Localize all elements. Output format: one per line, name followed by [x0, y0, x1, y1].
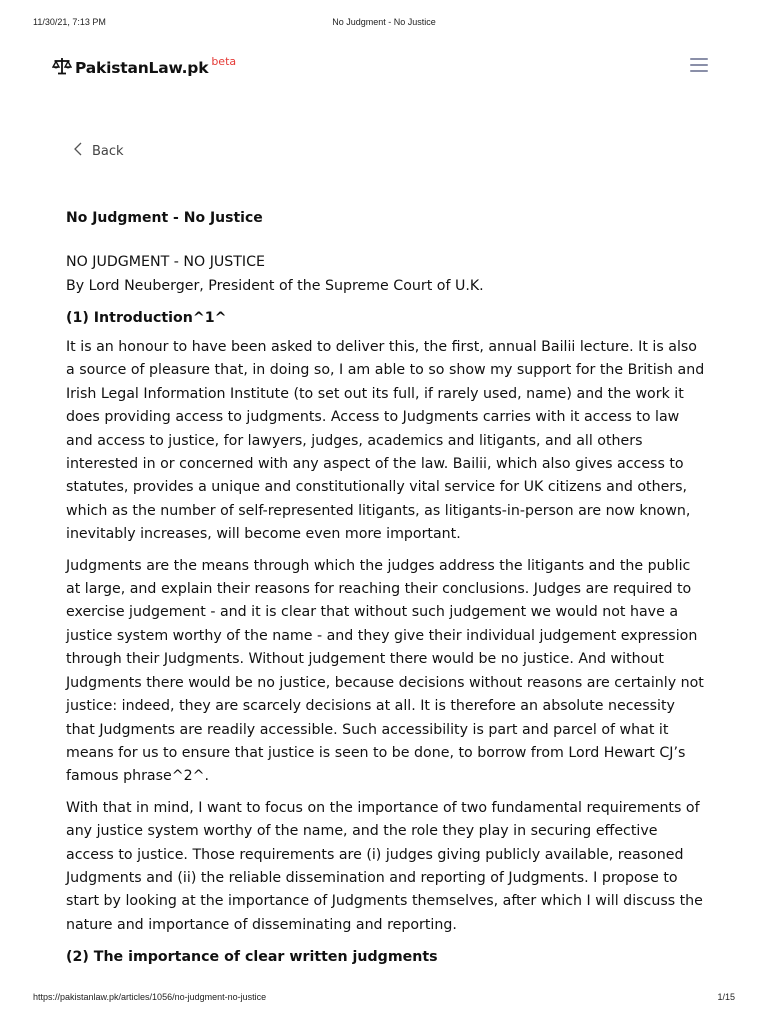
article-heading: NO JUDGMENT - NO JUSTICE [66, 254, 265, 270]
beta-badge: beta [211, 54, 237, 68]
article-title: No Judgment - No Justice [66, 210, 263, 226]
back-label: Back [92, 143, 124, 159]
site-header [52, 56, 708, 82]
paragraph: It is an honour to have been asked to deliver this, the first, annual Bailii lecture. It is also a source of pleasure that, in doing so, I am able to so show my support for the British and Irish Legal Information Institute (to set out its full, if rarely used, name) and the work it does providing access to judgments. Access to Judgments carries with it access to law and access to justice, for lawyers, judges, academics and litigants, and all others interested in or concerned with any aspect of the law. Bailii, which also gives access to statutes, provides a unique and constitutionally vital service for UK citizens and others, which as the number of self-represented litigants, as litigants-in-person are now known, inevitably increases, will become even more important. [66, 339, 705, 543]
print-header [0, 17, 768, 29]
article-content [66, 205, 706, 975]
brand-name: PakistanLaw.pk [75, 59, 209, 77]
print-doc-title: No Judgment - No Justice [332, 17, 436, 27]
paragraph: With that in mind, I want to focus on the importance of two fundamental requirements of any justice system worthy of the name, and the role they play in securing effective access to justice. Those requirements are (i) judges giving publicly available, reasoned Judgments and (ii) the reliable dissemination and reporting of Judgments. I propose to start by looking at the importance of Judgments themselves, after which I will discuss the nature and importance of disseminating and reporting. [66, 799, 703, 933]
back-link[interactable] [73, 142, 124, 160]
section-heading: (1) Introduction^1^ [66, 310, 227, 326]
print-url: https://pakistanlaw.pk/articles/1056/no-judgment-no-justice [33, 992, 267, 1002]
scales-icon [52, 56, 75, 80]
paragraph: Judgments are the means through which the judges address the litigants and the public at large, and explain their reasons for reaching their conclusions. Judges are required to exercise judgement - and it is clear that without such judgement we would not have a justice system worthy of the name - and they give their individual judgement expression through their Judgments. Without judgement there would be no justice. And without Judgments there would be no justice, because decisions without reasons are certainly not justice: indeed, they are scarcely decisions at all. It is therefore an absolute necessity that Judgments are readily accessible. Such accessibility is part and parcel of what it means for us to ensure that justice is seen to be done, to borrow from Lord Hewart CJ’s famous phrase^2^. [66, 557, 704, 785]
print-footer [0, 992, 768, 1004]
section-heading: (2) The importance of clear written judgments [66, 949, 438, 966]
chevron-left-icon [73, 142, 92, 160]
article-byline: By Lord Neuberger, President of the Supreme Court of U.K. [66, 278, 484, 294]
brand-logo-link[interactable] [52, 56, 236, 80]
page-indicator: 1/15 [717, 992, 735, 1002]
hamburger-menu-icon[interactable] [690, 58, 708, 74]
print-datetime: 11/30/21, 7:13 PM [33, 17, 106, 27]
